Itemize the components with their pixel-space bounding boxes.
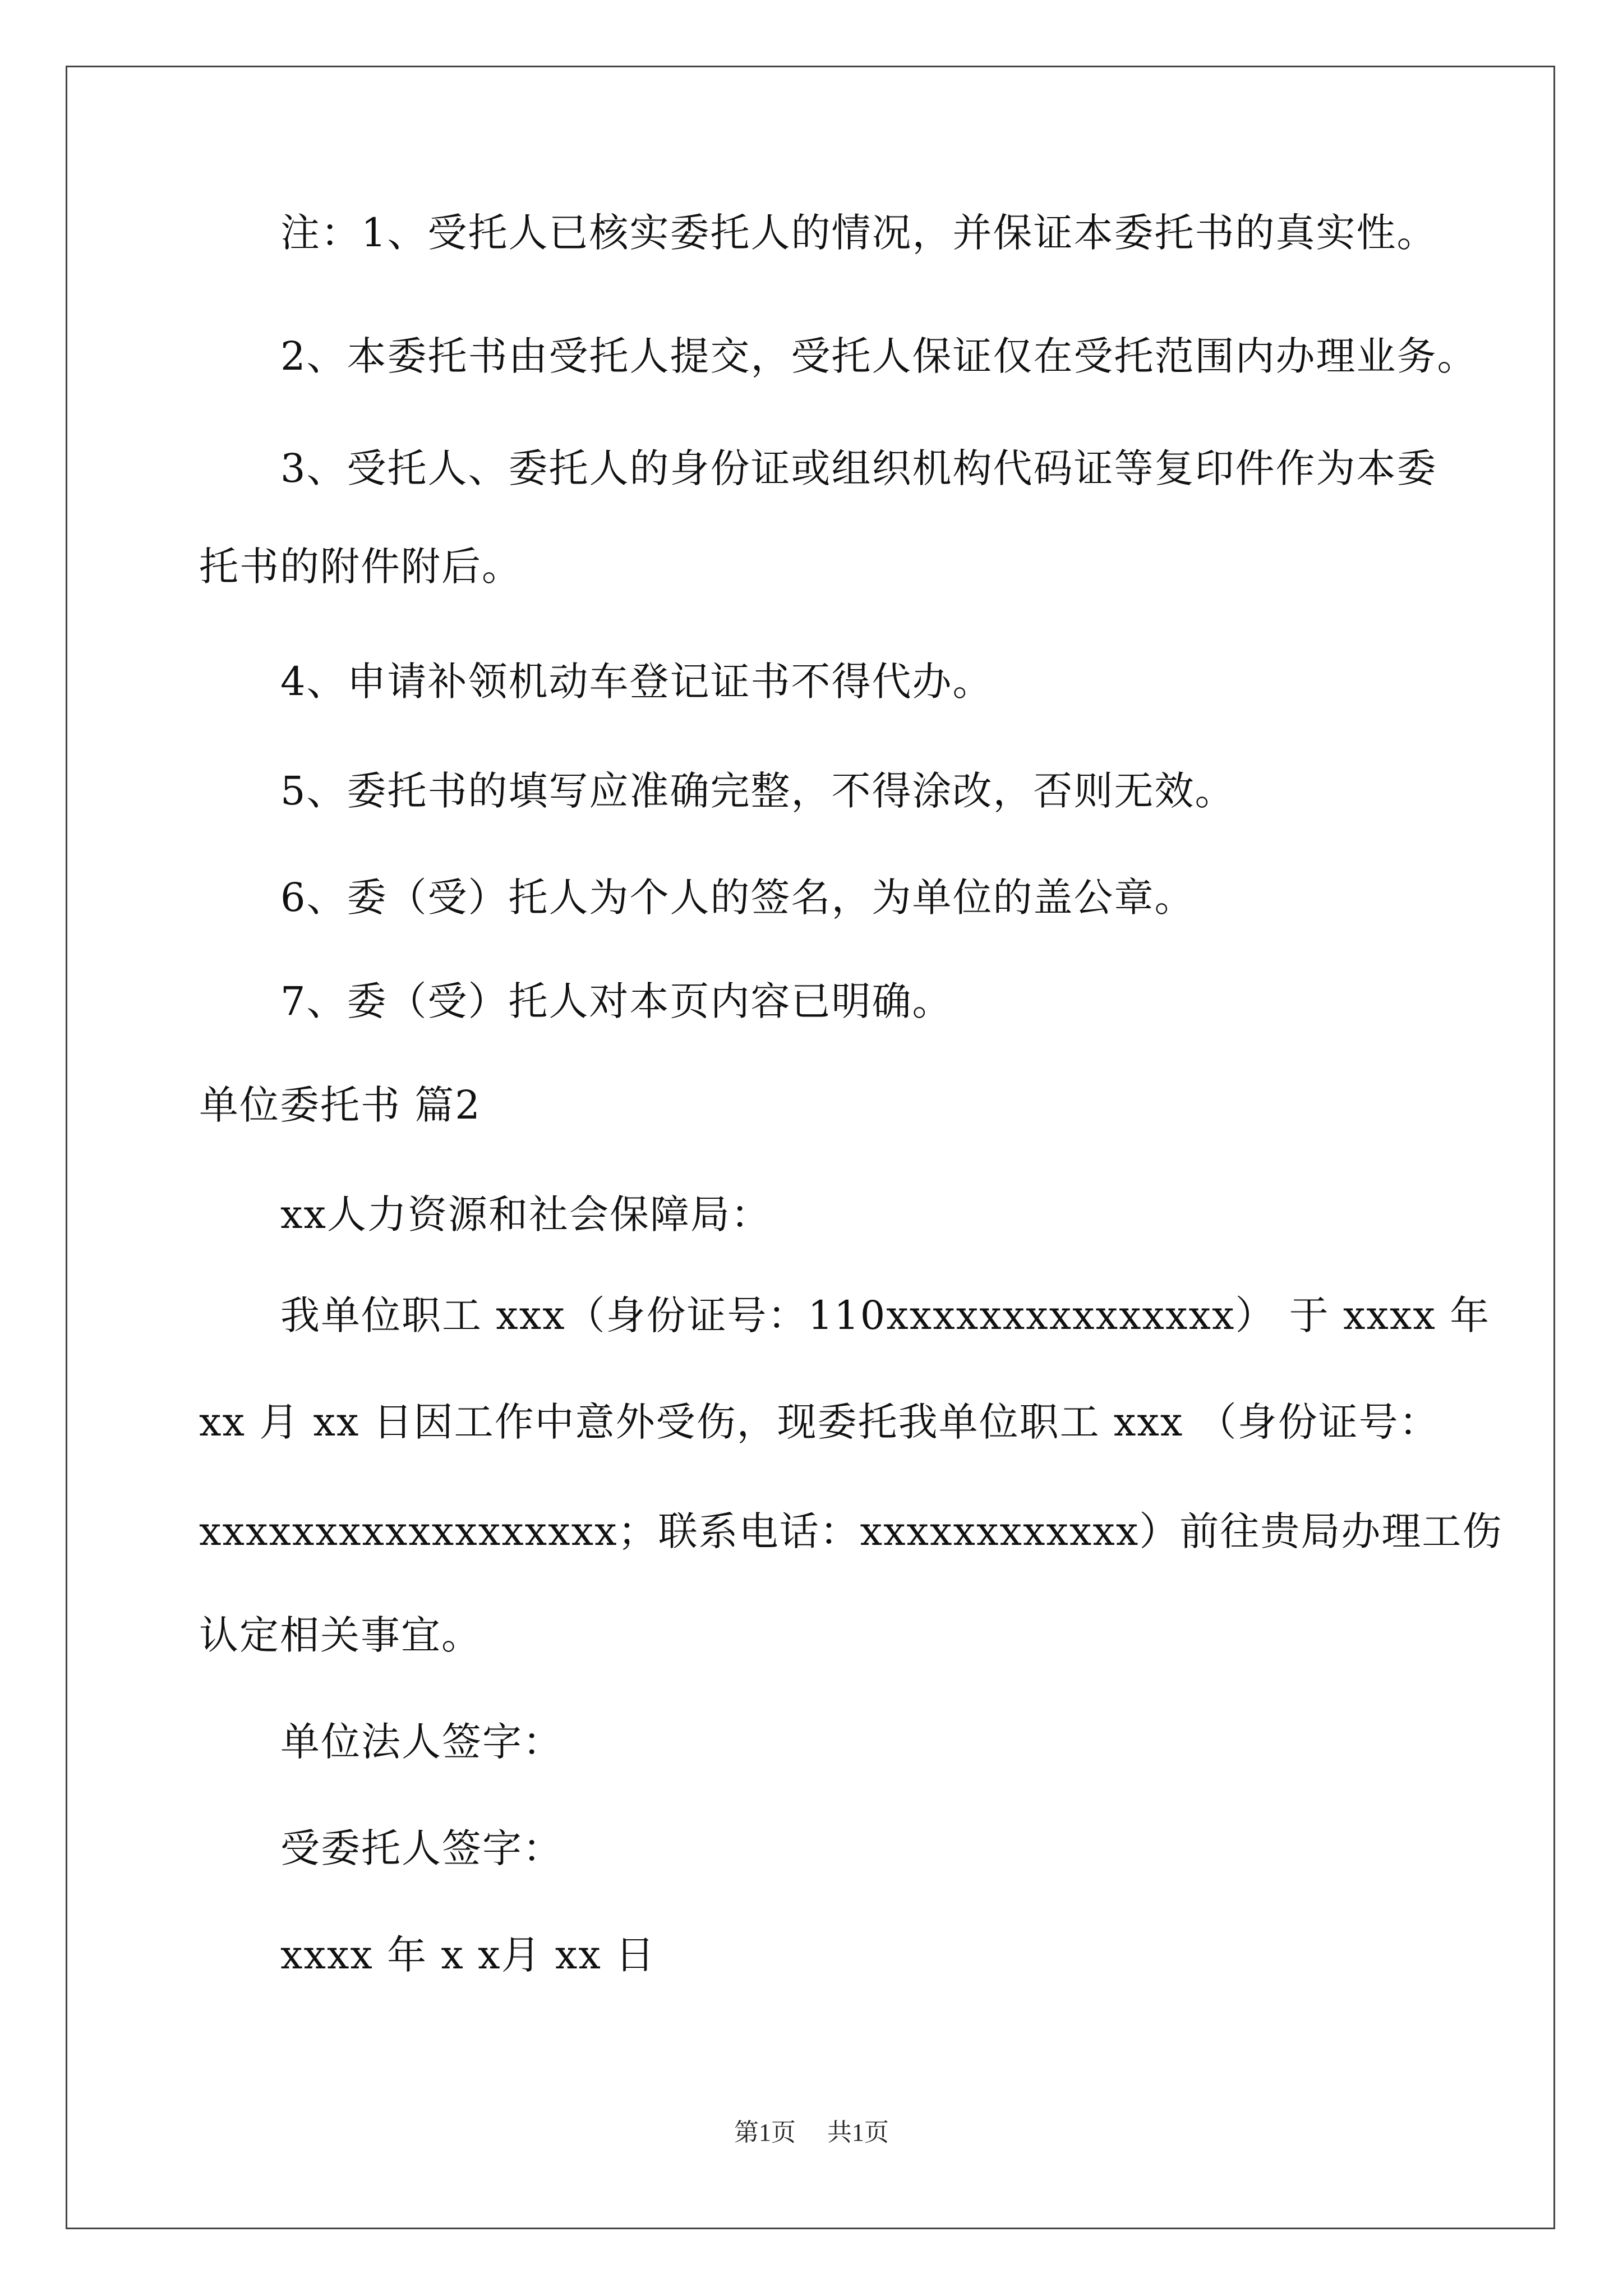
- letter-addressee: xx人力资源和社会保障局：: [280, 1191, 771, 1237]
- note-line-3-cont: 托书的附件附后。: [199, 544, 522, 590]
- note-line-6: 6、委（受）托人为个人的签名，为单位的盖公章。: [280, 875, 1195, 921]
- letter-body-line-2: xx 月 xx 日因工作中意外受伤，现委托我单位职工 xxx （身份证号：: [199, 1399, 1440, 1445]
- letter-body-line-3: xxxxxxxxxxxxxxxxxx；联系电话：xxxxxxxxxxxx）前往贵局办理工伤: [199, 1508, 1503, 1554]
- note-line-4: 4、申请补领机动车登记证书不得代办。: [280, 659, 993, 705]
- page-border: [66, 66, 1555, 2229]
- note-line-1: 注：1、受托人已核实委托人的情况，并保证本委托书的真实性。: [280, 210, 1437, 256]
- letter-body-line-1: 我单位职工 xxx（身份证号：110xxxxxxxxxxxxxxx） 于 xxxx 年: [280, 1292, 1491, 1338]
- note-line-5: 5、委托书的填写应准确完整，不得涂改，否则无效。: [280, 768, 1235, 814]
- section-title: 单位委托书 篇2: [199, 1082, 481, 1128]
- note-line-2: 2、本委托书由受托人提交，受托人保证仅在受托范围内办理业务。: [280, 333, 1478, 379]
- note-line-3: 3、受托人、委托人的身份证或组织机构代码证等复印件作为本委: [280, 445, 1437, 491]
- page-number: 第1页: [734, 2119, 796, 2146]
- letter-date: xxxx 年 x x月 xx 日: [280, 1932, 656, 1978]
- legal-rep-signature-label: 单位法人签字：: [280, 1719, 563, 1765]
- page-footer: [0, 2116, 1623, 2150]
- letter-body-line-4: 认定相关事宜。: [199, 1612, 482, 1658]
- page-total: 共1页: [827, 2119, 889, 2146]
- note-line-7: 7、委（受）托人对本页内容已明确。: [280, 978, 953, 1024]
- agent-signature-label: 受委托人签字：: [280, 1825, 563, 1871]
